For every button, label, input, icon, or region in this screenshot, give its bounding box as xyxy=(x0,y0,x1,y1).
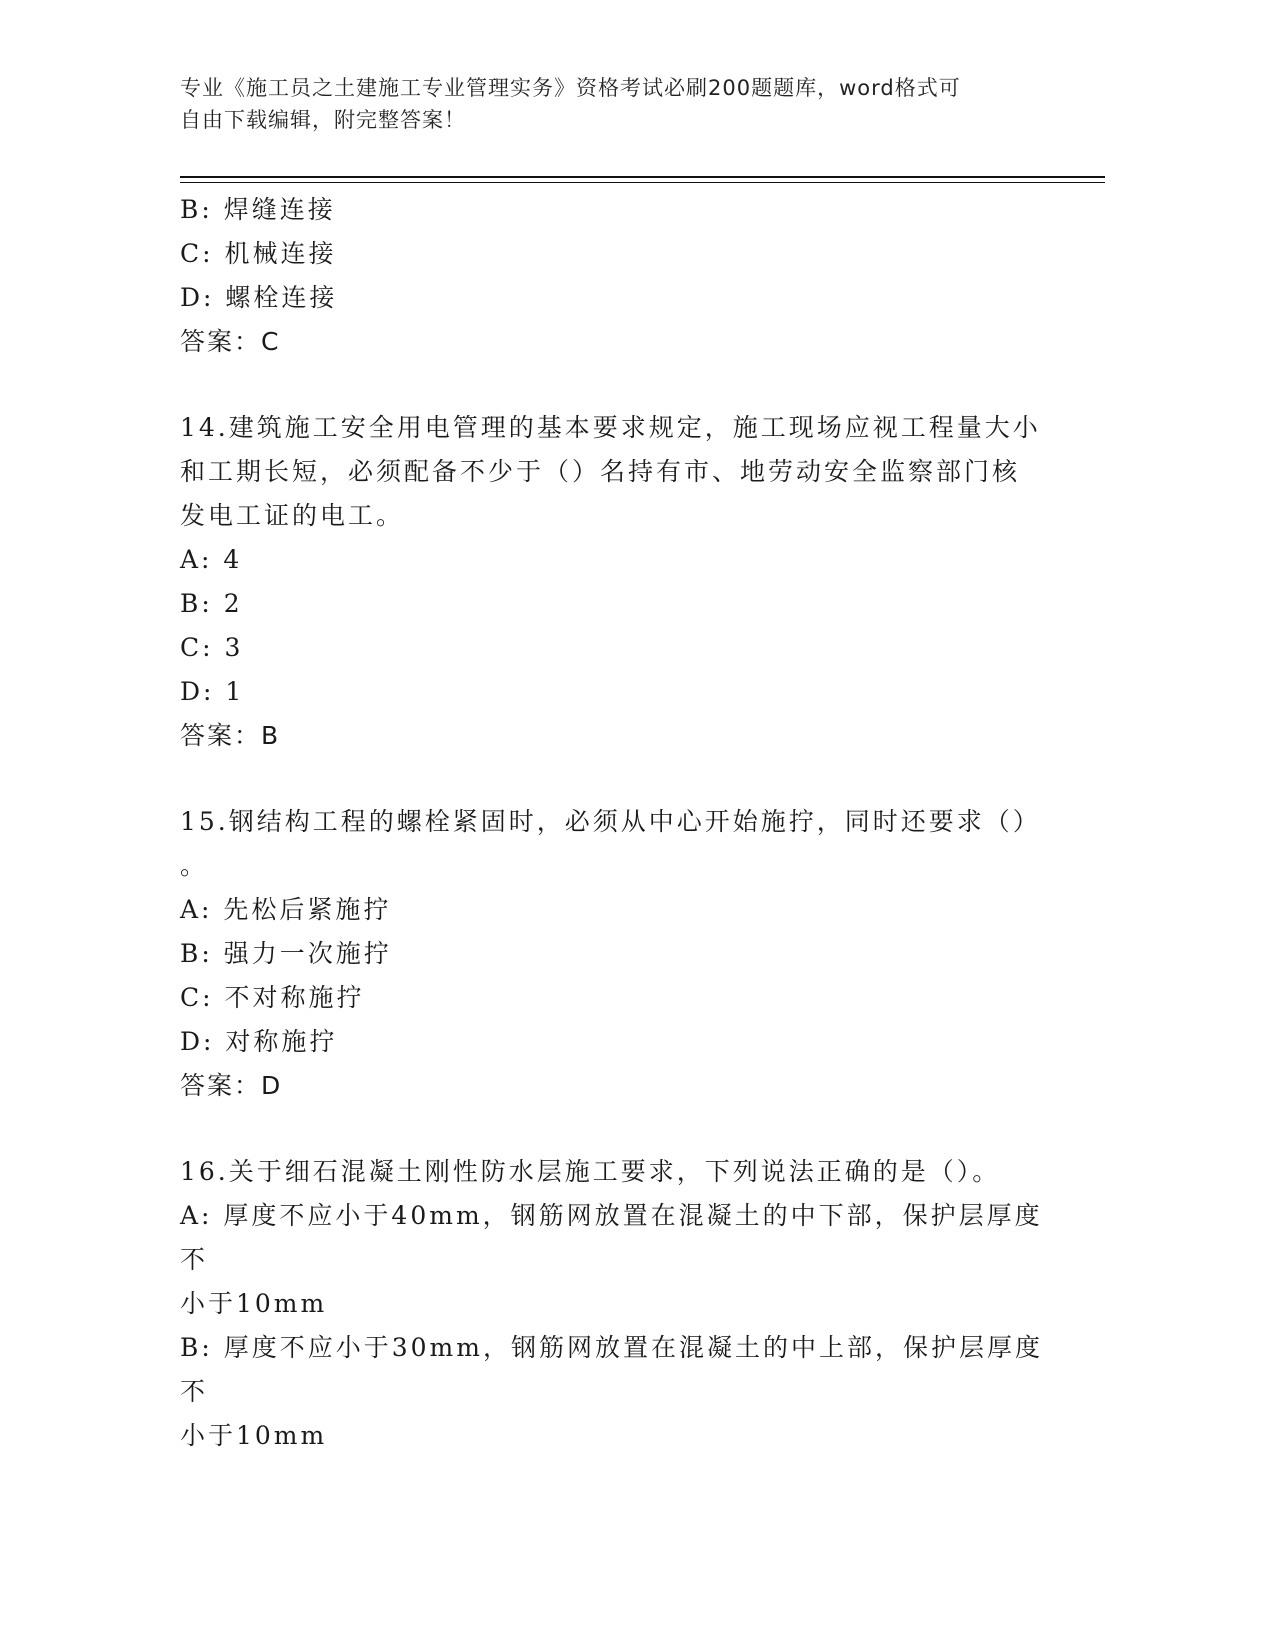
option-b: B: 2 xyxy=(180,589,243,618)
document-body xyxy=(180,188,1060,1458)
option-a: A: 4 xyxy=(180,545,243,574)
spacer xyxy=(180,758,1060,800)
question-stem-line: 。 xyxy=(180,851,209,880)
page-header xyxy=(180,72,1060,136)
question-stem-line: 14.建筑施工安全用电管理的基本要求规定，施工现场应视工程量大小 xyxy=(180,413,1041,442)
header-line-1: 专业《施工员之土建施工专业管理实务》资格考试必刷200题题库，word格式可 xyxy=(180,76,961,100)
question-stem-line: 16.关于细石混凝土刚性防水层施工要求，下列说法正确的是（）。 xyxy=(180,1157,1001,1186)
option-b: B: 强力一次施拧 xyxy=(180,939,392,968)
option-b: B: 焊缝连接 xyxy=(180,195,336,224)
question-15 xyxy=(180,800,1060,1108)
option-a-line: 小于10mm xyxy=(180,1289,328,1318)
option-d: D: 螺栓连接 xyxy=(180,283,338,312)
question-stem-line: 发电工证的电工。 xyxy=(180,501,405,530)
header-divider-thin xyxy=(180,182,1105,183)
answer-line: 答案：B xyxy=(180,721,281,750)
option-c: C: 机械连接 xyxy=(180,239,337,268)
option-c: C: 不对称施拧 xyxy=(180,983,365,1012)
spacer xyxy=(180,364,1060,406)
header-line-2: 自由下载编辑，附完整答案！ xyxy=(180,108,466,132)
question-14 xyxy=(180,406,1060,758)
question-stem-line: 和工期长短，必须配备不少于（）名持有市、地劳动安全监察部门核 xyxy=(180,457,1021,486)
option-d: D: 对称施拧 xyxy=(180,1027,338,1056)
option-a: A: 先松后紧施拧 xyxy=(180,895,392,924)
question-16 xyxy=(180,1150,1060,1458)
option-c: C: 3 xyxy=(180,633,244,662)
option-a-line: A: 厚度不应小于40mm，钢筋网放置在混凝土的中下部，保护层厚度不 xyxy=(180,1201,1043,1274)
option-b-line: B: 厚度不应小于30mm，钢筋网放置在混凝土的中上部，保护层厚度不 xyxy=(180,1333,1043,1406)
option-b-line: 小于10mm xyxy=(180,1421,328,1450)
spacer xyxy=(180,1108,1060,1150)
answer-line: 答案：C xyxy=(180,327,281,356)
header-divider-thick xyxy=(180,176,1105,178)
answer-line: 答案：D xyxy=(180,1071,283,1100)
question-stem-line: 15.钢结构工程的螺栓紧固时，必须从中心开始施拧，同时还要求（） xyxy=(180,807,1041,836)
question-13-continued xyxy=(180,188,1060,364)
option-d: D: 1 xyxy=(180,677,245,706)
